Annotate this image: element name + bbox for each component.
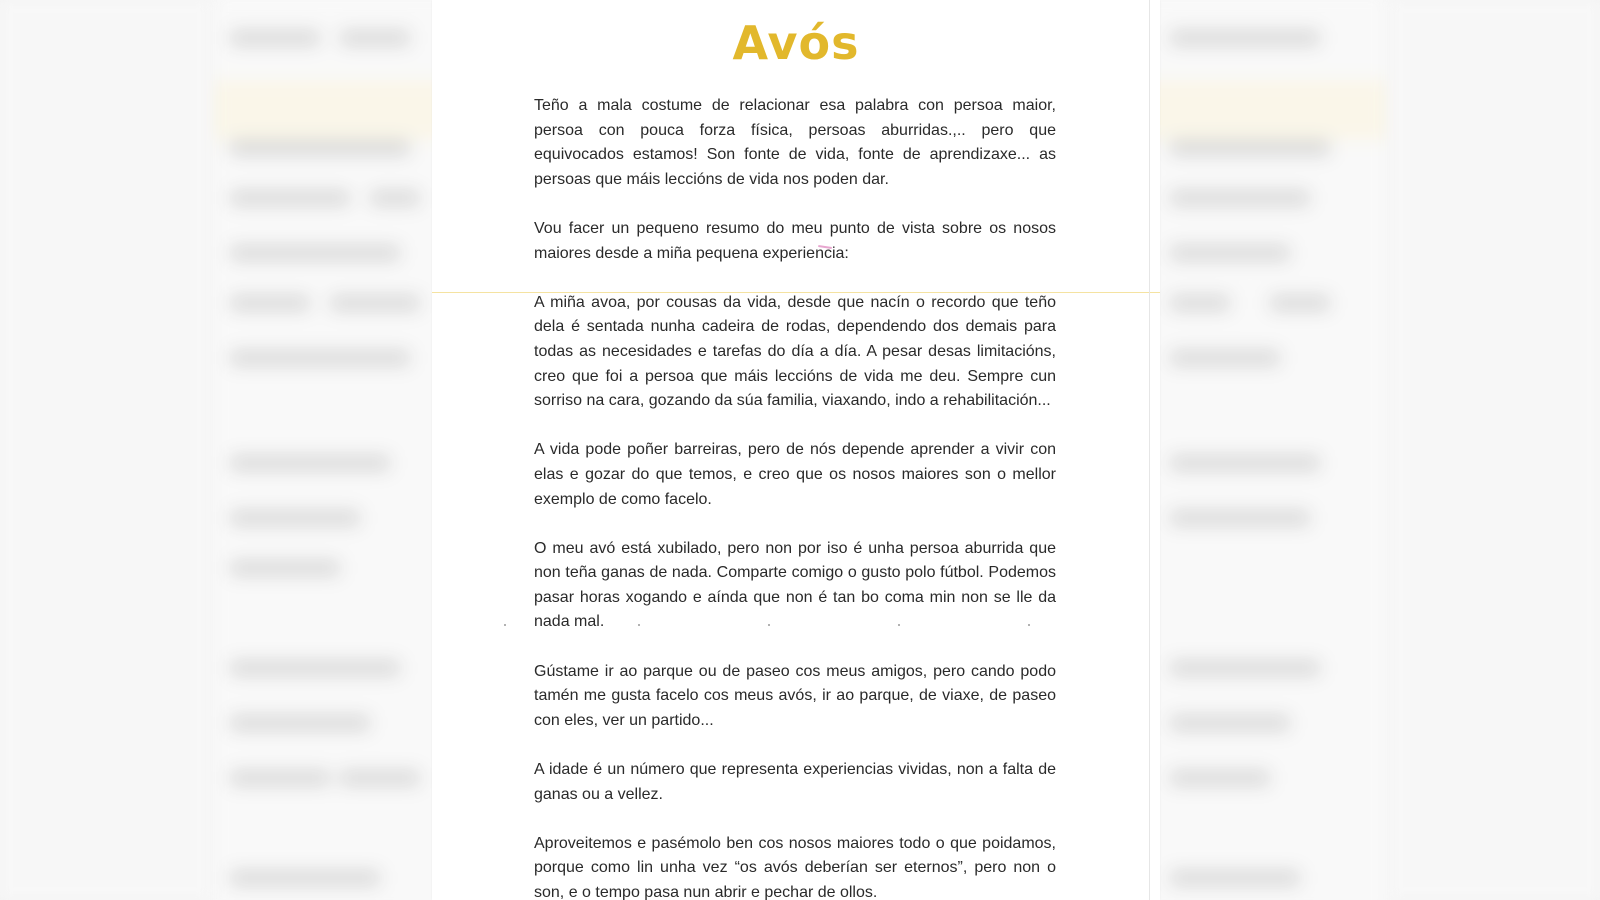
paragraph: Gústame ir ao parque ou de paseo cos meus amigos, pero cando podo tamén me gusta facelo cos meus avós, ir ao parque, de viaxe, de paseo con eles, ver un partido... [534, 662, 1056, 729]
scan-dot [504, 624, 506, 626]
paragraph: A vida pode poñer barreiras, pero de nós depende aprender a vivir con elas e gozar do que temos, e creo que os nosos maiores son o mellor exemplo de como facelo. [534, 441, 1056, 508]
document-title: Avós [732, 16, 860, 70]
paragraph: Aproveitemos e pasémolo ben cos nosos maiores todo o que poidamos, porque como lin unha vez “os avós deberían ser eternos”, pero non o son, e o tempo pasa nun abrir e pechar de ollos. [534, 834, 1056, 900]
left-margin-shade [0, 0, 210, 900]
paragraph: O meu avó está xubilado, pero non por iso é unha persoa aburrida que non teña ganas de nada. Comparte comigo o gusto polo fútbol. Podemos pasar horas xogando e aínda que non é tan bo coma min non se lle da nada mal. [534, 539, 1056, 631]
document-body [534, 94, 1056, 900]
page-edge-line [1149, 0, 1150, 900]
right-margin-shade [1390, 0, 1600, 900]
paragraph: A idade é un número que representa experiencias vividas, non a falta de ganas ou a vellez. [534, 761, 1056, 803]
document-page[interactable] [432, 0, 1160, 900]
paragraph: Teño a mala costume de relacionar esa palabra con persoa maior, persoa con pouca forza física, persoas aburridas.,.. pero que equivocados estamos! Son fonte de vida, fonte de aprendizaxe... as persoas que máis leccións de vida nos poden dar. [534, 97, 1056, 188]
paragraph: A miña avoa, por cousas da vida, desde que nacín o recordo que teño dela é sentada nunha cadeira de rodas, dependendo dos demais para todas as necesidades e tarefas do día a día. A pesar desas limitacións, creo que foi a persoa que máis leccións de vida me deu. Sempre cun sorriso na cara, gozando da súa familia, viaxando, indo a rehabilitación... [534, 293, 1056, 410]
paragraph: Vou facer un pequeno resumo do meu punto de vista sobre os nosos maiores desde a miña pequena experiencia: [534, 219, 1056, 262]
